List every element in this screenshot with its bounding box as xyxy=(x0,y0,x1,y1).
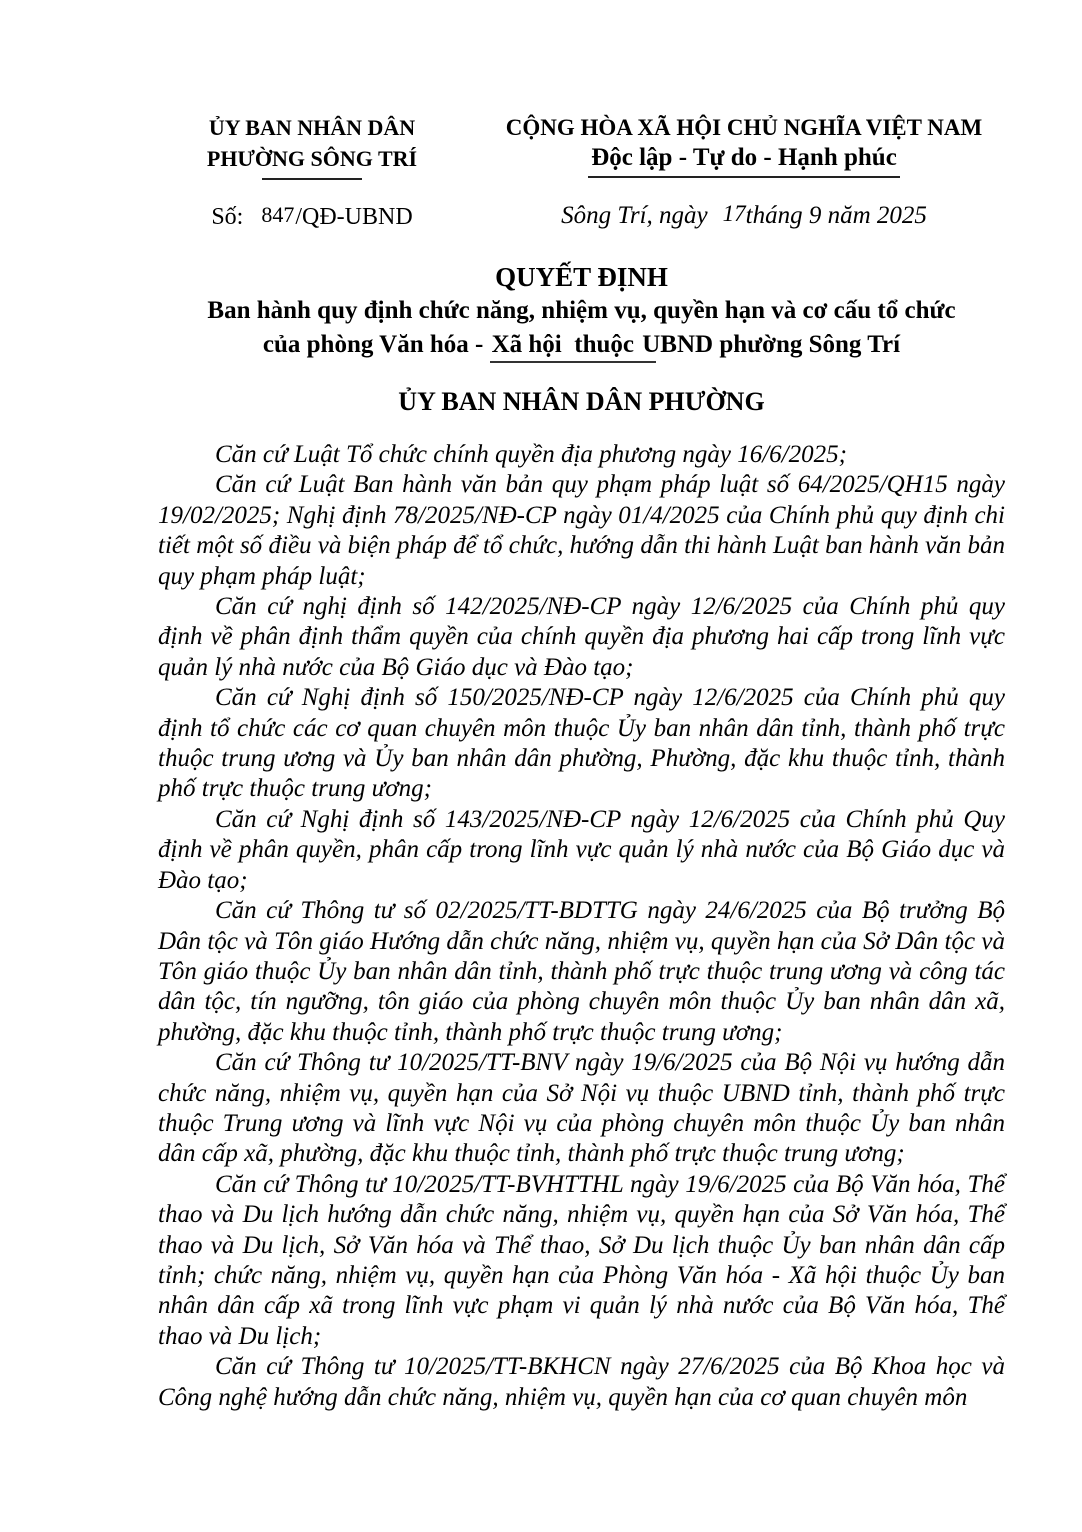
date-rest: tháng 9 năm 2025 xyxy=(745,202,927,229)
national-motto-text: Độc lập - Tự do - Hạnh phúc xyxy=(588,143,900,178)
body-paragraph: Căn cứ Thông tư 10/2025/TT-BNV ngày 19/6/2025 của Bộ Nội vụ hướng dẫn chức năng, nhiệm vụ, quyền hạn của Sở Nội vụ thuộc UBND tỉnh, thành phố trực thuộc Trung ương và lĩnh vực Nội vụ của phòng chuyên môn thuộc Ủy ban nhân dân cấp xã, phường, đặc khu thuộc tỉnh, thành phố trực thuộc trung ương; xyxy=(158,1049,1005,1168)
issuing-org-block xyxy=(158,112,466,232)
body-paragraph: Căn cứ Thông tư 10/2025/TT-BKHCN ngày 27/6/2025 của Bộ Khoa học và Công nghệ hướng dẫn chức năng, nhiệm vụ, quyền hạn của cơ quan chuyên môn xyxy=(158,1353,1005,1411)
doc-number-suffix: /QĐ-UBND xyxy=(295,204,413,230)
document-body xyxy=(158,440,1005,1413)
org-underline-rule xyxy=(262,178,362,180)
national-title: CỘNG HÒA XÃ HỘI CHỦ NGHĨA VIỆT NAM xyxy=(505,115,983,140)
org-name-line2: PHƯỜNG SÔNG TRÍ xyxy=(206,146,418,171)
body-paragraph: Căn cứ Nghị định số 150/2025/NĐ-CP ngày 12/6/2025 của Chính phủ quy định tổ chức các cơ quan chuyên môn thuộc Ủy ban nhân dân tỉnh, thành phố trực thuộc trung ương và Ủy ban nhân dân phường, Phường, đặc khu thuộc tỉnh, thành phố trực thuộc trung ương; xyxy=(158,684,1005,803)
org-name-line1: ỦY BAN NHÂN DÂN xyxy=(208,115,416,140)
date-day: 17 xyxy=(722,201,746,226)
national-header-block xyxy=(483,112,1005,231)
date-place: Sông Trí, ngày xyxy=(561,202,708,229)
body-paragraph: Căn cứ nghị định số 142/2025/NĐ-CP ngày 12/6/2025 của Chính phủ quy định về phân định thẩm quyền của chính quyền địa phương hai cấp trong lĩnh vực quản lý nhà nước của Bộ Giáo dục và Đào tạo; xyxy=(158,593,1005,681)
place-date-line xyxy=(483,201,1005,231)
decision-heading: QUYẾT ĐỊNH xyxy=(495,262,668,292)
decision-subtitle-line1: Ban hành quy định chức năng, nhiệm vụ, quyền hạn và cơ cấu tổ chức xyxy=(207,297,956,324)
doc-number-line xyxy=(158,202,466,232)
subtitle-line2-post: UBND phường Sông Trí xyxy=(635,331,901,358)
national-motto xyxy=(483,143,1005,178)
body-paragraph: Căn cứ Luật Ban hành văn bản quy phạm pháp luật số 64/2025/QH15 ngày 19/02/2025; Nghị định 78/2025/NĐ-CP ngày 01/4/2025 của Chính phủ quy định chi tiết một số điều và biện pháp để tổ chức, hướng dẫn thi hành Luật ban hành văn bản quy phạm pháp luật; xyxy=(158,471,1005,590)
title-block xyxy=(158,260,1005,418)
doc-number-value: 847 xyxy=(261,202,295,227)
decision-subtitle-line2 xyxy=(158,328,1005,362)
issuer-heading: ỦY BAN NHÂN DÂN PHƯỜNG xyxy=(398,387,765,416)
doc-number-label: Số: xyxy=(211,204,244,230)
subtitle-line2-underlined: Xã hội thuộc xyxy=(490,331,656,363)
body-paragraph: Căn cứ Luật Tổ chức chính quyền địa phương ngày 16/6/2025; xyxy=(215,441,847,468)
body-paragraph: Căn cứ Nghị định số 143/2025/NĐ-CP ngày 12/6/2025 của Chính phủ Quy định về phân quyền, phân cấp trong lĩnh vực quản lý nhà nước của Bộ Giáo dục và Đào tạo; xyxy=(158,805,1005,894)
body-paragraph: Căn cứ Thông tư số 02/2025/TT-BDTTG ngày 24/6/2025 của Bộ trưởng Bộ Dân tộc và Tôn giáo Hướng dẫn chức năng, nhiệm vụ, quyền hạn của Sở Dân tộc và Tôn giáo thuộc Ủy ban nhân dân tỉnh, thành phố trực thuộc trung ương và công tác dân tộc, tín ngưỡng, tôn giáo của phòng chuyên môn thuộc Ủy ban nhân dân xã, phường, đặc khu thuộc tỉnh, thành phố trực thuộc trung ương; xyxy=(158,897,1005,1046)
body-paragraph: Căn cứ Thông tư 10/2025/TT-BVHTTHL ngày 19/6/2025 của Bộ Văn hóa, Thể thao và Du lịch hướng dẫn chức năng, nhiệm vụ, quyền hạn của Sở Văn hóa, Thể thao và Du lịch, Sở Văn hóa và Thể thao, Sở Du lịch thuộc Ủy ban nhân dân cấp tỉnh; chức năng, nhiệm vụ, quyền hạn của Phòng Văn hóa - Xã hội thuộc Ủy ban nhân dân cấp xã trong lĩnh vực phạm vi quản lý nhà nước của Bộ Văn hóa, Thể thao và Du lịch; xyxy=(158,1170,1005,1350)
document-header xyxy=(158,112,1005,232)
subtitle-line2-pre: của phòng Văn hóa - xyxy=(262,331,490,358)
